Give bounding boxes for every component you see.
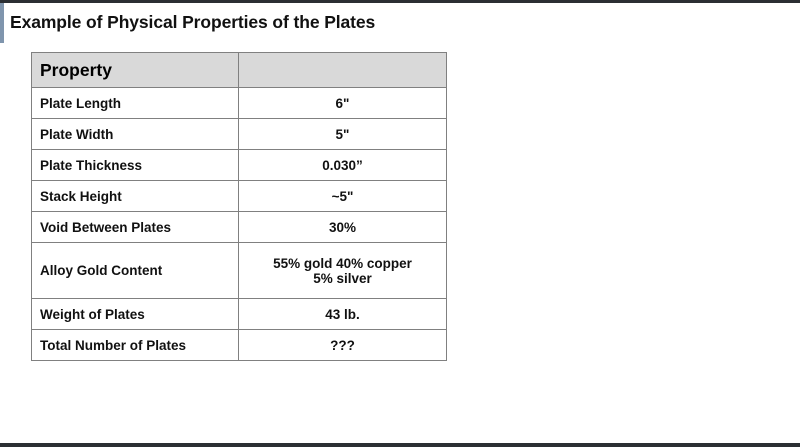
top-edge-bar [0, 0, 800, 3]
row-label: Weight of Plates [32, 299, 239, 330]
header-cell-value [239, 53, 447, 88]
row-label: Void Between Plates [32, 212, 239, 243]
table-row [32, 181, 447, 212]
row-value: ??? [239, 330, 447, 361]
row-value: 5" [239, 119, 447, 150]
row-value: 6" [239, 88, 447, 119]
properties-table-container [31, 52, 447, 361]
row-label: Plate Width [32, 119, 239, 150]
row-value-line1: 55% gold 40% copper [273, 255, 412, 271]
row-label: Plate Length [32, 88, 239, 119]
table-row [32, 119, 447, 150]
table-row [32, 88, 447, 119]
row-value-line2: 5% silver [313, 270, 372, 286]
row-label: Total Number of Plates [32, 330, 239, 361]
row-label: Alloy Gold Content [32, 243, 239, 299]
left-accent-bar [0, 3, 4, 43]
row-value: ~5" [239, 181, 447, 212]
table-row [32, 150, 447, 181]
row-value: 30% [239, 212, 447, 243]
table-row [32, 243, 447, 299]
row-value [239, 243, 447, 299]
properties-table [31, 52, 447, 361]
table-row [32, 299, 447, 330]
row-label: Stack Height [32, 181, 239, 212]
row-label: Plate Thickness [32, 150, 239, 181]
table-row [32, 212, 447, 243]
page-title: Example of Physical Properties of the Plates [10, 12, 376, 32]
row-value: 43 lb. [239, 299, 447, 330]
row-value: 0.030” [239, 150, 447, 181]
table-row [32, 330, 447, 361]
bottom-edge-bar [0, 443, 800, 447]
header-cell-property: Property [32, 53, 239, 88]
table-header-row [32, 53, 447, 88]
